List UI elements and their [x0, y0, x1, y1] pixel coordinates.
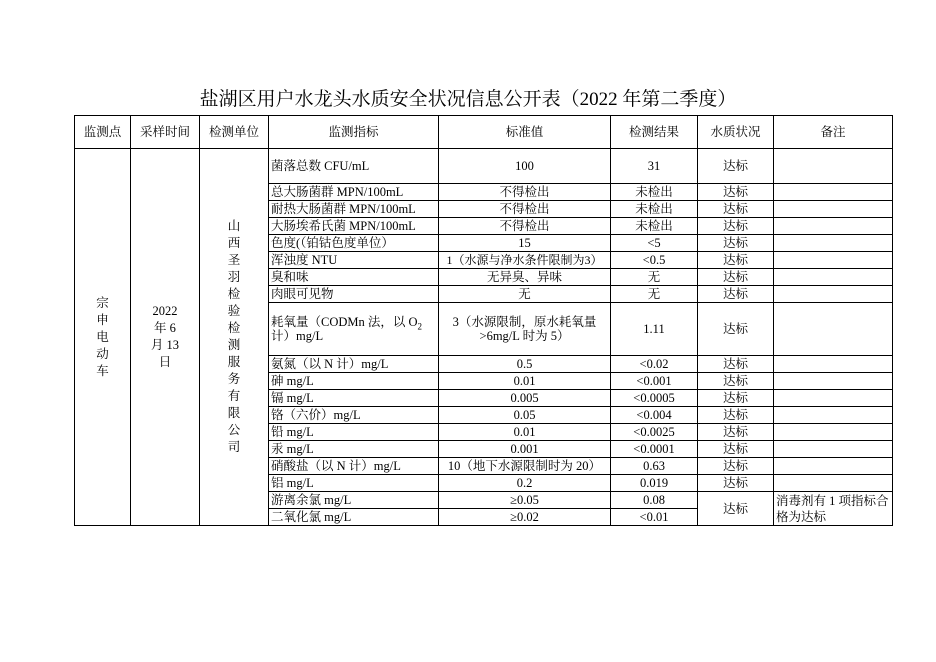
note-cell	[774, 424, 893, 441]
standard-cell: 3（水源限制，原水耗氧量 >6mg/L 时为 5）	[439, 303, 611, 356]
header-site: 监测点	[75, 116, 131, 149]
standard-cell: 0.05	[439, 407, 611, 424]
sampling-time: 2022 年 6 月 13 日	[150, 304, 180, 369]
note-cell	[774, 373, 893, 390]
status-cell: 达标	[698, 356, 774, 373]
note-cell	[774, 252, 893, 269]
standard-cell: ≥0.05	[439, 492, 611, 509]
result-cell: <5	[611, 235, 698, 252]
result-cell: 未检出	[611, 201, 698, 218]
status-cell: 达标	[698, 390, 774, 407]
standard-cell: 0.005	[439, 390, 611, 407]
indicator-cell: 硝酸盐（以 N 计）mg/L	[269, 458, 439, 475]
indicator-cell: 耐热大肠菌群 MPN/100mL	[269, 201, 439, 218]
header-sampling-time: 采样时间	[131, 116, 200, 149]
status-cell: 达标	[698, 303, 774, 356]
status-cell: 达标	[698, 252, 774, 269]
note-cell	[774, 458, 893, 475]
result-cell: 未检出	[611, 184, 698, 201]
note-cell	[774, 184, 893, 201]
note-cell	[774, 201, 893, 218]
status-cell: 达标	[698, 475, 774, 492]
status-cell: 达标	[698, 218, 774, 235]
standard-cell: ≥0.02	[439, 509, 611, 526]
page-title: 盐湖区用户水龙头水质安全状况信息公开表（2022 年第二季度）	[199, 89, 737, 110]
indicator-text: 耗氧量（CODMn 法，以 O	[271, 315, 418, 329]
indicator-cell: 汞 mg/L	[269, 441, 439, 458]
result-cell: <0.02	[611, 356, 698, 373]
status-cell: 达标	[698, 184, 774, 201]
status-cell: 达标	[698, 441, 774, 458]
note-cell	[774, 235, 893, 252]
indicator-cell	[269, 303, 439, 356]
indicator-cell: 砷 mg/L	[269, 373, 439, 390]
indicator-cell: 镉 mg/L	[269, 390, 439, 407]
lab-name: 山西圣羽检验检测服务有限公司	[227, 219, 241, 454]
standard-cell: 0.2	[439, 475, 611, 492]
header-standard: 标准值	[439, 116, 611, 149]
result-cell: 1.11	[611, 303, 698, 356]
note-cell	[774, 149, 893, 184]
indicator-cell: 二氧化氯 mg/L	[269, 509, 439, 526]
status-cell: 达标	[698, 149, 774, 184]
indicator-cell: 游离余氯 mg/L	[269, 492, 439, 509]
sampling-time-cell	[131, 149, 200, 526]
site-cell	[75, 149, 131, 526]
disinfectant-note-cell: 消毒剂有 1 项指标合格为达标	[774, 492, 893, 526]
standard-cell: 10（地下水源限制时为 20）	[439, 458, 611, 475]
indicator-cell: 氨氮（以 N 计）mg/L	[269, 356, 439, 373]
site-name: 宗申电动车	[96, 295, 109, 378]
result-cell: 未检出	[611, 218, 698, 235]
result-cell: <0.0025	[611, 424, 698, 441]
header-note: 备注	[774, 116, 893, 149]
header-indicator: 监测指标	[269, 116, 439, 149]
result-cell: <0.004	[611, 407, 698, 424]
result-cell: <0.01	[611, 509, 698, 526]
indicator-cell: 肉眼可见物	[269, 286, 439, 303]
table-row	[75, 149, 893, 184]
result-cell: 31	[611, 149, 698, 184]
result-cell: 0.63	[611, 458, 698, 475]
standard-cell: 不得检出	[439, 201, 611, 218]
water-quality-table	[74, 115, 893, 526]
indicator-cell: 铝 mg/L	[269, 475, 439, 492]
indicator-cell: 浑浊度 NTU	[269, 252, 439, 269]
result-cell: <0.001	[611, 373, 698, 390]
status-cell: 达标	[698, 286, 774, 303]
note-cell	[774, 475, 893, 492]
note-cell	[774, 303, 893, 356]
indicator-cell: 菌落总数 CFU/mL	[269, 149, 439, 184]
indicator-cell: 铅 mg/L	[269, 424, 439, 441]
standard-cell: 15	[439, 235, 611, 252]
note-cell	[774, 218, 893, 235]
status-cell: 达标	[698, 424, 774, 441]
result-cell: 无	[611, 269, 698, 286]
lab-cell	[200, 149, 269, 526]
note-cell	[774, 390, 893, 407]
standard-cell: 无	[439, 286, 611, 303]
header-result: 检测结果	[611, 116, 698, 149]
note-cell	[774, 269, 893, 286]
result-cell: <0.0001	[611, 441, 698, 458]
standard-cell: 0.001	[439, 441, 611, 458]
standard-cell: 不得检出	[439, 218, 611, 235]
result-cell: 0.08	[611, 492, 698, 509]
status-cell: 达标	[698, 235, 774, 252]
standard-cell: 1（水源与净水条件限制为3）	[439, 252, 611, 269]
indicator-cell: 总大肠菌群 MPN/100mL	[269, 184, 439, 201]
indicator-cell: 色度(（铂钴色度单位）	[269, 235, 439, 252]
standard-cell: 0.01	[439, 424, 611, 441]
standard-cell: 0.01	[439, 373, 611, 390]
standard-cell: 不得检出	[439, 184, 611, 201]
standard-cell: 0.5	[439, 356, 611, 373]
status-cell: 达标	[698, 269, 774, 286]
status-cell: 达标	[698, 373, 774, 390]
status-cell: 达标	[698, 458, 774, 475]
indicator-text: 计）mg/L	[271, 329, 324, 343]
disinfectant-status-cell: 达标	[698, 492, 774, 526]
header-row	[75, 116, 893, 149]
indicator-cell: 大肠埃希氏菌 MPN/100mL	[269, 218, 439, 235]
indicator-subscript: 2	[417, 321, 423, 332]
result-cell: <0.0005	[611, 390, 698, 407]
header-status: 水质状况	[698, 116, 774, 149]
status-cell: 达标	[698, 407, 774, 424]
note-cell	[774, 356, 893, 373]
indicator-cell: 臭和味	[269, 269, 439, 286]
header-lab: 检测单位	[200, 116, 269, 149]
result-cell: <0.5	[611, 252, 698, 269]
note-cell	[774, 441, 893, 458]
note-cell	[774, 407, 893, 424]
indicator-cell: 铬（六价）mg/L	[269, 407, 439, 424]
standard-cell: 100	[439, 149, 611, 184]
standard-cell: 无异臭、异味	[439, 269, 611, 286]
note-cell	[774, 286, 893, 303]
status-cell: 达标	[698, 201, 774, 218]
result-cell: 无	[611, 286, 698, 303]
result-cell: 0.019	[611, 475, 698, 492]
